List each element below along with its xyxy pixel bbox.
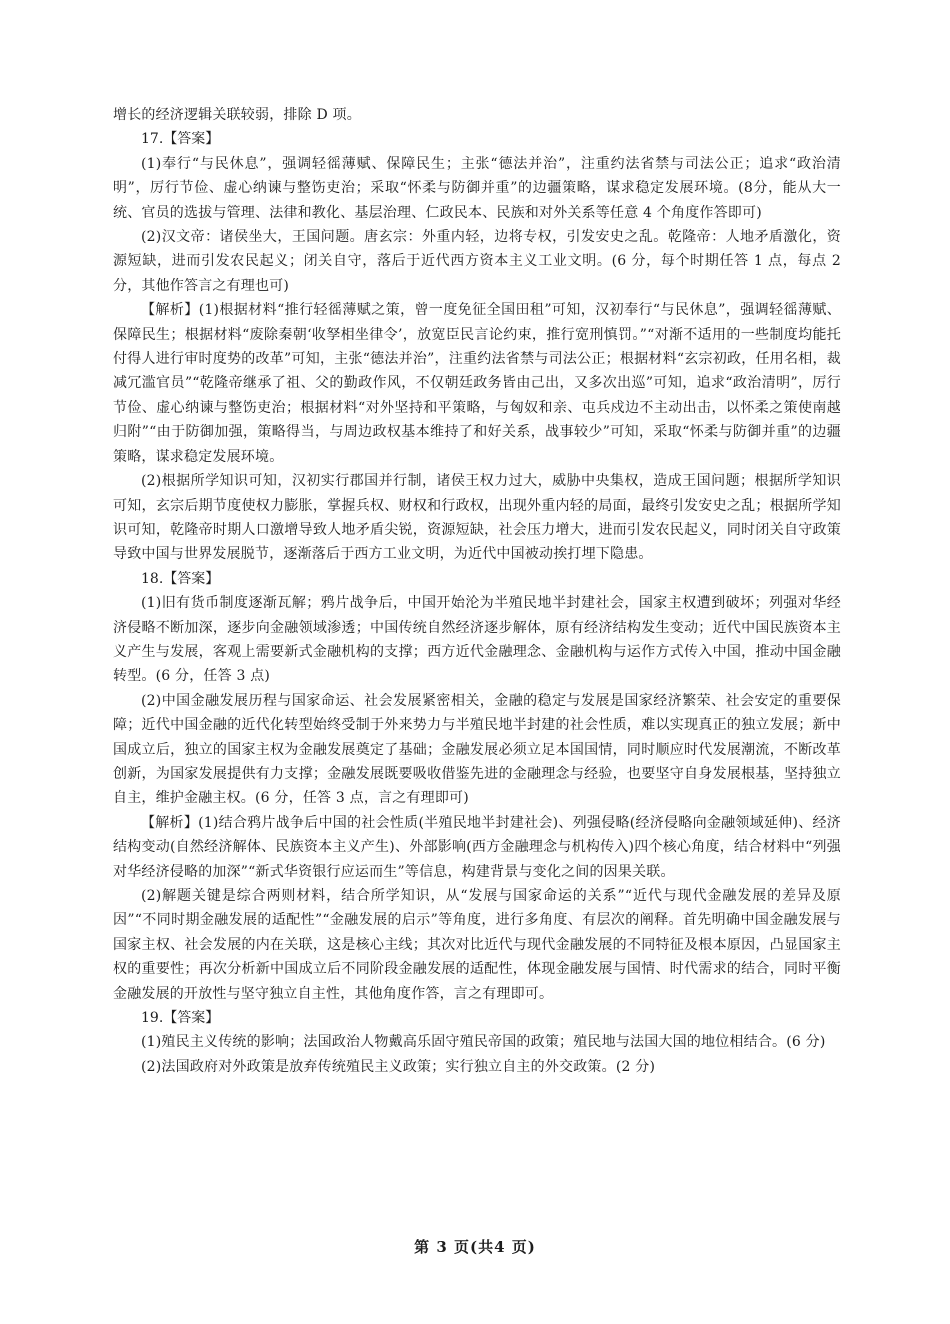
question-18-answer-part-2: (2)中国金融发展历程与国家命运、社会发展紧密相关，金融的稳定与发展是国家经济繁荣、社会安定的重要保障；近代中国金融的近代化转型始终受制于外来势力与半殖民地半封建的社会性质，难以实现真正的独立发展；新中国成立后，独立的国家主权为金融发展奠定了基础；金融发展必须立足本国国情，同时顺应时代发展潮流，不断改革创新，为国家发展提供有力支撑；金融发展既要吸收借鉴先进的金融理念与经验，也要坚守自身发展根基，坚持独立自主，维护金融主权。(6 分，任答 3 点，言之有理即可) bbox=[113, 692, 841, 807]
document-body bbox=[113, 103, 841, 1079]
page-number-footer: 第 3 页(共4 页) bbox=[414, 1238, 536, 1256]
question-17-answer-heading: 17.【答案】 bbox=[141, 131, 220, 148]
paragraph-continuation: 增长的经济逻辑关联较弱，排除 D 项。 bbox=[113, 107, 361, 123]
question-19-answer-part-2: (2)法国政府对外政策是放弃传统殖民主义政策；实行独立自主的外交政策。(2 分) bbox=[141, 1058, 656, 1075]
question-17-answer-part-2: (2)汉文帝：诸侯坐大，王国问题。唐玄宗：外重内轻，边将专权，引发安史之乱。乾隆帝：人地矛盾激化，资源短缺，进而引发农民起义；闭关自守，落后于近代西方资本主义工业文明。(6 分，每个时期任答 1 点，每点 2 分，其他作答言之有理也可) bbox=[113, 229, 841, 294]
question-18-analysis-part-1: 【解析】(1)结合鸦片战争后中国的社会性质(半殖民地半封建社会)、列强侵略(经济侵略向金融领域延伸)、经济结构变动(自然经济解体、民族资本主义产生)、外部影响(西方金融理念与机构传入)四个核心角度，结合材料中“列强对华经济侵略的加深”“新式华资银行应运而生”等信息，构建背景与变化之间的因果关联。 bbox=[113, 814, 841, 880]
question-18-analysis-part-2: (2)解题关键是综合两则材料，结合所学知识，从“发展与国家命运的关系”“近代与现代金融发展的差异及原因”“不同时期金融发展的适配性”“金融发展的启示”等角度，进行多角度、有层次的阐释。首先明确中国金融发展与国家主权、社会发展的内在关联，这是核心主线；其次对比近代与现代金融发展的不同特征及根本原因，凸显国家主权的重要性；再次分析新中国成立后不同阶段金融发展的适配性，体现金融发展与国情、时代需求的结合，同时平衡金融发展的开放性与坚守独立自主性，其他角度作答，言之有理即可。 bbox=[113, 888, 841, 1002]
question-18-answer-heading: 18.【答案】 bbox=[141, 570, 220, 587]
question-19-answer-part-1: (1)殖民主义传统的影响；法国政治人物戴高乐固守殖民帝国的政策；殖民地与法国大国的地位相结合。(6 分) bbox=[141, 1034, 826, 1051]
question-17-analysis-part-1: 【解析】(1)根据材料“推行轻徭薄赋之策，曾一度免征全国田租”可知，汉初奉行“与民休息”，强调轻徭薄赋、保障民生；根据材料“废除秦朝‘收孥相坐律令’，放宽臣民言论约束，推行宽刑慎罚。”“对渐不适用的一些制度均能托付得人进行审时度势的改革”可知，主张“德法并治”，注重约法省禁与司法公正；根据材料“玄宗初政，任用名相，裁减冗滥官员”“乾隆帝继承了祖、父的勤政作风，不仅朝廷政务皆由己出，又多次出巡”可知，追求“政治清明”，厉行节俭、虚心纳谏与整饬吏治；根据材料“对外坚持和平策略，与匈奴和亲、屯兵戍边不主动出击，以怀柔之策使南越归附”“由于防御加强，策略得当，与周边政权基本维持了和好关系，战事较少”可知，采取“怀柔与防御并重”的边疆策略，谋求稳定发展环境。 bbox=[113, 302, 841, 465]
question-19-answer-heading: 19.【答案】 bbox=[141, 1010, 220, 1027]
question-18-answer-part-1: (1)旧有货币制度逐渐瓦解；鸦片战争后，中国开始沦为半殖民地半封建社会，国家主权遭到破坏；列强对华经济侵略不断加深，逐步向金融领域渗透；中国传统自然经济逐步解体，原有经济结构发生变动；近代中国民族资本主义产生与发展，客观上需要新式金融机构的支撑；西方近代金融理念、金融机构与运作方式传入中国，推动中国金融转型。(6 分，任答 3 点) bbox=[113, 595, 841, 685]
question-17-answer-part-1: (1)奉行“与民休息”，强调轻徭薄赋、保障民生；主张“德法并治”，注重约法省禁与司法公正；追求“政治清明”，厉行节俭、虚心纳谏与整饬吏治；采取“怀柔与防御并重”的边疆策略，谋求稳定发展环境。(8分，能从大一统、官员的选拔与管理、法律和教化、基层治理、仁政民本、民族和对外关系等任意 4 个角度作答即可) bbox=[113, 155, 841, 221]
question-17-analysis-part-2: (2)根据所学知识可知，汉初实行郡国并行制，诸侯王权力过大，威胁中央集权，造成王国问题；根据所学知识可知，玄宗后期节度使权力膨胀，掌握兵权、财权和行政权，出现外重内轻的局面，最终引发安史之乱；根据所学知识可知，乾隆帝时期人口激增导致人地矛盾尖锐，资源短缺，社会压力增大，进而引发农民起义，同时闭关自守政策导致中国与世界发展脱节，逐渐落后于西方工业文明，为近代中国被动挨打埋下隐患。 bbox=[113, 473, 841, 563]
